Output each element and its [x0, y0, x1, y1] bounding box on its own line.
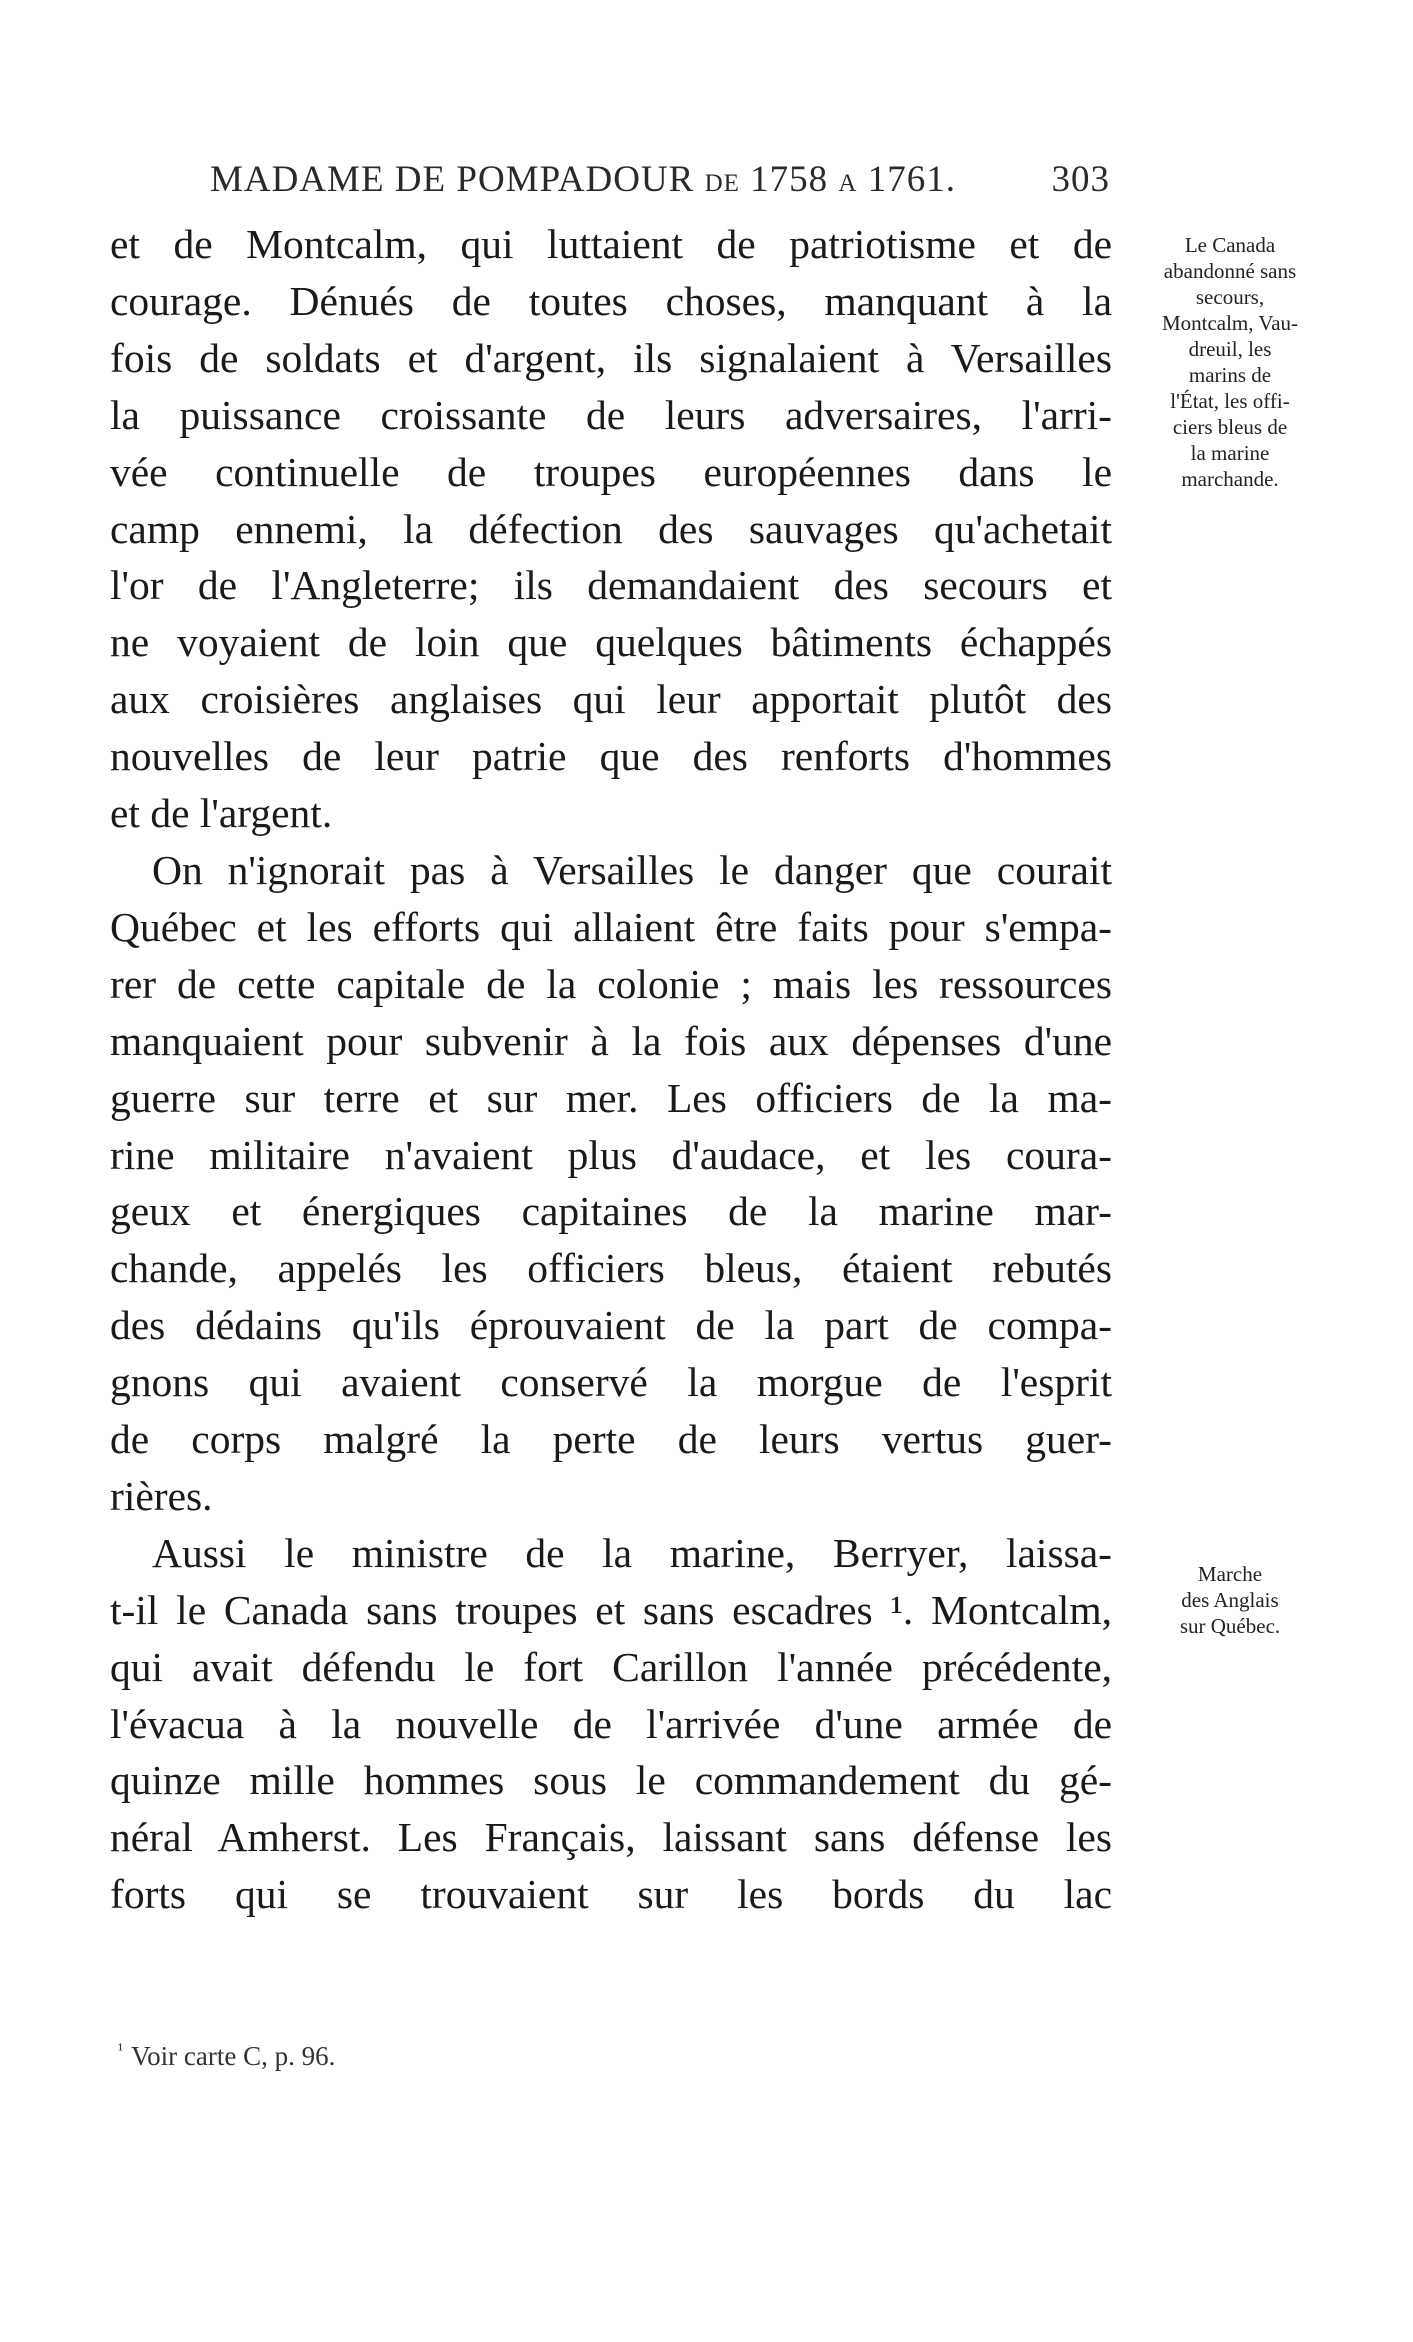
text-line: quinze mille hommes sous le commandement du gé-	[110, 1757, 1112, 1804]
text-line: courage. Dénués de toutes choses, manquant à la	[110, 277, 1112, 324]
margin-note-marche	[1130, 1561, 1330, 1639]
header-year-start: 1758	[750, 159, 829, 200]
footnote	[118, 2040, 335, 2072]
margin-note-line: la marine	[1190, 441, 1270, 465]
text-line: nouvelles de leur patrie que des renforts d'hommes	[110, 733, 1112, 780]
text-line: et de Montcalm, qui luttaient de patriotisme et de	[110, 221, 1112, 267]
text-line: néral Amherst. Les Français, laissant sans défense les	[110, 1814, 1112, 1861]
header-year-end: 1761.	[867, 159, 956, 200]
margin-note-line: abandonné sans	[1163, 259, 1297, 283]
margin-note-line: l'État, les offi-	[1170, 389, 1290, 413]
text-line: de corps malgré la perte de leurs vertus guer-	[110, 1416, 1112, 1463]
text-line: t-il le Canada sans troupes et sans escadres ¹. Montcalm,	[110, 1586, 1112, 1633]
paragraph-3	[110, 1525, 1112, 1923]
text-line: l'or de l'Angleterre; ils demandaient des secours et	[110, 562, 1112, 609]
margin-note-line: Montcalm, Vau-	[1161, 311, 1299, 335]
header-range-a: A	[838, 170, 858, 197]
text-line: et de l'argent.	[110, 790, 333, 837]
margin-note-line: dreuil, les	[1188, 337, 1272, 361]
text-line: des dédains qu'ils éprouvaient de la part de compa-	[110, 1302, 1112, 1349]
paragraph-2	[110, 842, 1112, 1525]
text-line: l'évacua à la nouvelle de l'arrivée d'une armée de	[110, 1700, 1112, 1747]
header-range-de: DE	[704, 170, 740, 197]
margin-note-line: marchande.	[1181, 467, 1279, 491]
header-title: MADAME DE POMPADOUR	[210, 159, 695, 200]
text-line: aux croisières anglaises qui leur apportait plutôt des	[110, 676, 1112, 723]
margin-note-line: sur Québec.	[1179, 1614, 1281, 1638]
text-line: fois de soldats et d'argent, ils signalaient à Versailles	[110, 334, 1112, 381]
running-header	[210, 158, 1110, 201]
text-line: On n'ignorait pas à Versailles le danger que courait	[152, 846, 1112, 893]
text-line: gnons qui avaient conservé la morgue de l'esprit	[110, 1359, 1112, 1406]
text-line: camp ennemi, la défection des sauvages qu'achetait	[110, 505, 1112, 552]
margin-note-line: des Anglais	[1181, 1588, 1279, 1612]
text-line: la puissance croissante de leurs adversaires, l'arri-	[110, 391, 1112, 438]
margin-note-line: secours,	[1195, 285, 1265, 309]
margin-note-line: Marche	[1197, 1562, 1263, 1586]
text-line: ne voyaient de loin que quelques bâtiments échappés	[110, 619, 1112, 666]
text-line: Québec et les efforts qui allaient être faits pour s'empa-	[110, 903, 1112, 950]
footnote-marker: ¹	[118, 2040, 124, 2059]
paragraph-1	[110, 216, 1112, 842]
text-line: Aussi le ministre de la marine, Berryer, laissa-	[152, 1529, 1112, 1576]
text-line: guerre sur terre et sur mer. Les officiers de la ma-	[110, 1074, 1112, 1121]
text-line: forts qui se trouvaient sur les bords du lac	[110, 1871, 1112, 1918]
margin-note-line: marins de	[1188, 363, 1272, 387]
margin-note-line: Le Canada	[1184, 233, 1276, 257]
footnote-text: Voir carte C, p. 96.	[131, 2041, 336, 2071]
text-line: qui avait défendu le fort Carillon l'année précédente,	[110, 1643, 1112, 1690]
text-line: rières.	[110, 1472, 213, 1519]
text-line: rine militaire n'avaient plus d'audace, et les coura-	[110, 1131, 1112, 1178]
margin-note-canada	[1130, 232, 1330, 492]
margin-note-line: ciers bleus de	[1172, 415, 1288, 439]
text-line: manquaient pour subvenir à la fois aux dépenses d'une	[110, 1017, 1112, 1064]
main-text	[110, 216, 1112, 1923]
text-line: geux et énergiques capitaines de la marine mar-	[110, 1188, 1112, 1235]
text-line: chande, appelés les officiers bleus, étaient rebutés	[110, 1245, 1112, 1292]
page-number: 303	[1051, 159, 1110, 200]
text-line: vée continuelle de troupes européennes dans le	[110, 448, 1112, 495]
text-line: rer de cette capitale de la colonie ; mais les ressources	[110, 960, 1112, 1007]
